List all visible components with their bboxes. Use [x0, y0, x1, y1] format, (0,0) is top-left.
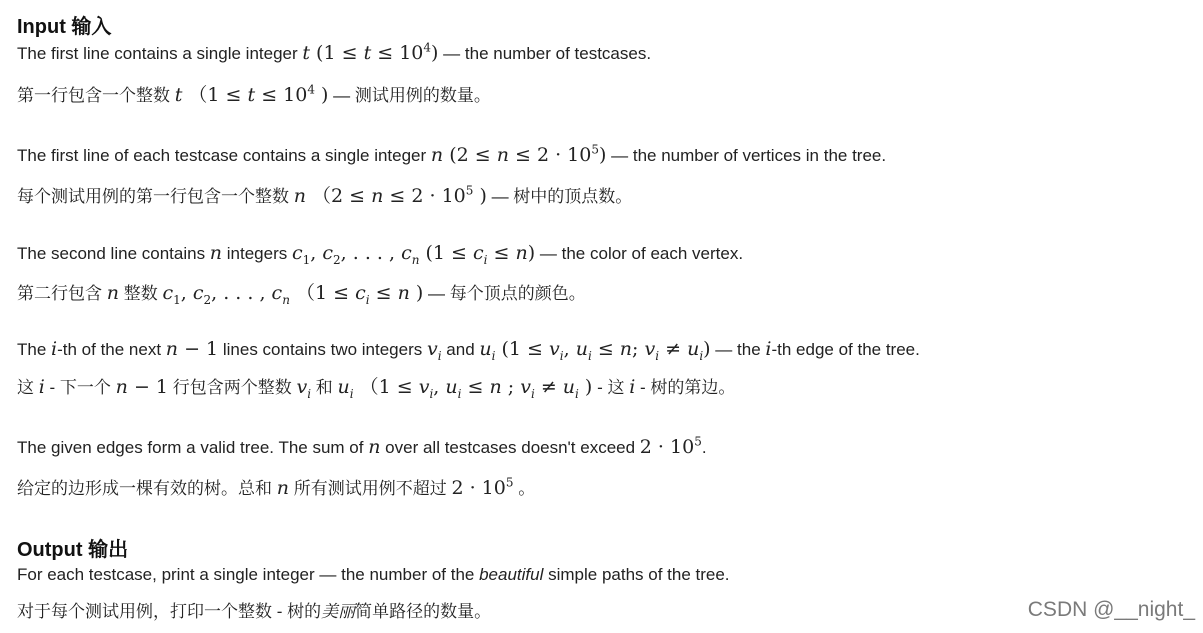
math-expression: i	[51, 338, 58, 360]
input-line-3-zh: 第二行包含 n 整数 $c_1$, $c_2$, . . . , $c_n$ （$1 \le c_i \le n$ ) — 每个顶点的颜色。	[17, 282, 586, 307]
math-expression: $2 \cdot 10^5$	[451, 475, 514, 499]
math-expression: n	[276, 477, 289, 499]
math-expression: i	[629, 376, 636, 398]
math-expression: $2 \cdot 10^5$	[639, 434, 702, 458]
math-expression: t $(1 \le t \le 10^4)$	[302, 40, 439, 64]
math-expression: $u_i$ ($1 \le v_i$, $u_i \le n$; $v_i \ne u_i$)	[479, 338, 711, 363]
input-line-1-en: The first line contains a single integer t $(1 \le t \le 10^4)$ — the number of testcases.	[17, 40, 652, 64]
input-line-3-en: The second line contains n integers $c_1$, $c_2$, . . . , $c_n$ $(1 \le c_i \le n)$ — the color of each vertex.	[17, 242, 744, 267]
watermark: CSDN @__night_	[1027, 598, 1195, 621]
math-expression: $v_i$	[296, 376, 312, 401]
output-heading: Output 输出	[17, 539, 129, 561]
math-expression: n − 1	[115, 376, 168, 398]
math-expression: i	[765, 338, 772, 360]
input-line-5-en: The given edges form a valid tree. The sum of n over all testcases doesn't exceed $2 \cdot 10^5$.	[17, 434, 707, 458]
output-line-en: For each testcase, print a single integer — the number of the beautiful simple paths of the tree.	[17, 565, 730, 584]
input-line-4-en: The i-th of the next n − 1 lines contains two integers $v_i$ and $u_i$ ($1 \le v_i$, $u_i \le n$; $v_i \ne u_i$) — the i-th edge of the tree.	[17, 338, 920, 363]
math-expression: n （$2 \le n \le 2 \cdot 10^5$ )	[293, 183, 487, 207]
math-expression: n − 1	[165, 338, 219, 360]
input-line-2-zh: 每个测试用例的第一行包含一个整数 n （$2 \le n \le 2 \cdot 10^5$ ) — 树中的顶点数。	[17, 183, 633, 207]
math-expression: n	[106, 282, 119, 304]
math-expression: t （$1 \le t \le 10^4$ )	[174, 82, 329, 106]
math-expression: $u_i$ （$1 \le v_i$, $u_i \le n$ ; $v_i \ne u_i$ )	[337, 376, 593, 401]
math-expression: $c_1$, $c_2$, . . . , $c_n$ （$1 \le c_i \le n$ )	[162, 282, 424, 307]
math-expression: $c_1$, $c_2$, . . . , $c_n$ $(1 \le c_i \le n)$	[291, 242, 536, 267]
emphasis-text: 美丽	[321, 602, 356, 621]
input-line-1-zh: 第一行包含一个整数 t （$1 \le t \le 10^4$ ) — 测试用例的数量。	[17, 82, 491, 106]
output-line-zh: 对于每个测试用例，打印一个整数 - 树的美丽简单路径的数量。	[17, 602, 492, 621]
input-line-5-zh: 给定的边形成一棵有效的树。总和 n 所有测试用例不超过 $2 \cdot 10^5$ 。	[17, 475, 536, 499]
math-expression: i	[38, 376, 45, 398]
input-line-4-zh: 这 i - 下一个 n − 1 行包含两个整数 $v_i$ 和 $u_i$ （$1 \le v_i$, $u_i \le n$ ; $v_i \ne u_i$ ) - 这 i - 树的第边。	[17, 376, 736, 401]
math-expression: n	[368, 436, 381, 458]
emphasis-text: beautiful	[479, 565, 544, 584]
math-expression: n	[209, 242, 223, 264]
input-line-2-en: The first line of each testcase contains a single integer n $(2 \le n \le 2 \cdot 10^5)$ — the number of vertices in the tree.	[17, 142, 887, 166]
math-expression: $v_i$	[426, 338, 442, 363]
input-heading: Input 输入	[17, 16, 112, 38]
math-expression: n $(2 \le n \le 2 \cdot 10^5)$	[430, 142, 607, 166]
